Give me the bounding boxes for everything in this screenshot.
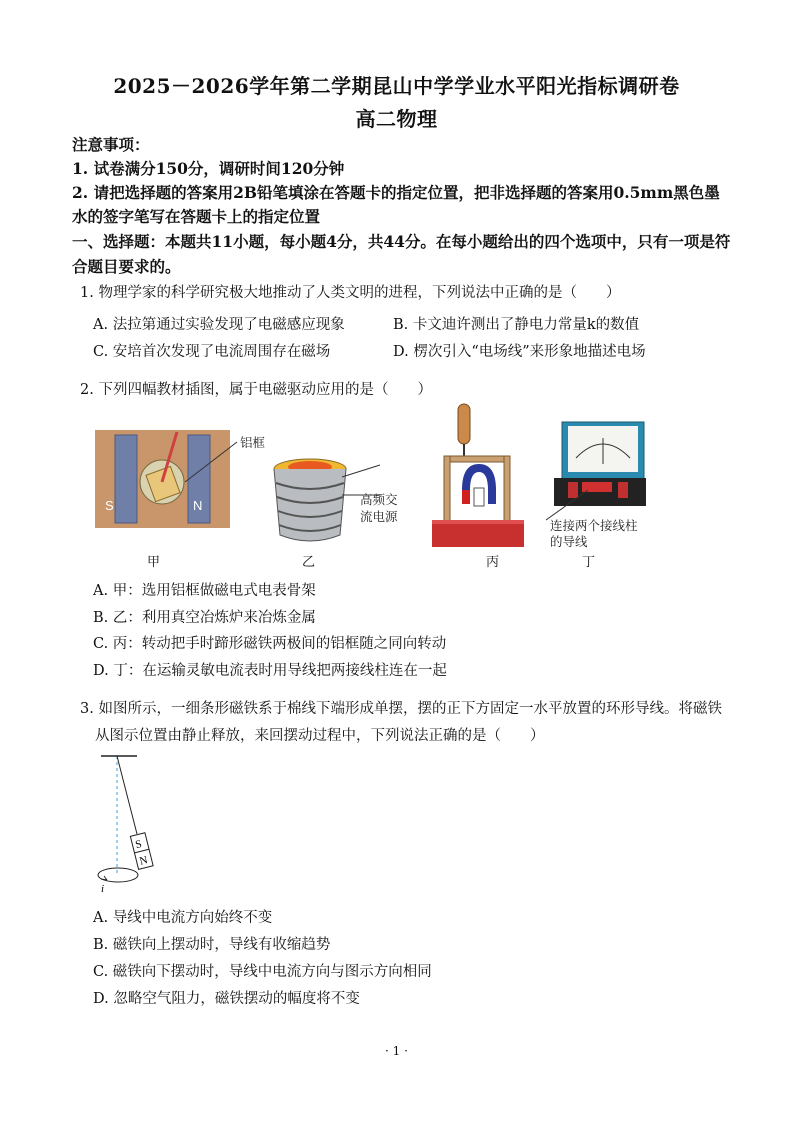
q3-option-b: B. 磁铁向上摆动时，导线有收缩趋势 (93, 937, 331, 953)
q3-stem-line1: 3. 如图所示，一细条形磁铁系于棉线下端形成单摆，摆的正下方固定一水平放置的环形导线。将磁铁 (80, 701, 722, 717)
jia-n-pole: N (193, 498, 203, 513)
q2-option-b: B. 乙：利用真空冶炼炉来冶炼金属 (93, 610, 316, 626)
q2-option-c: C. 丙：转动把手时蹄形磁铁两极间的铝框随之同向转动 (93, 636, 447, 652)
caption-bing: 丙 (486, 555, 500, 570)
q3-option-d: D. 忽略空气阻力，磁铁摆动的幅度将不变 (93, 991, 360, 1007)
q3-pendulum-figure (95, 752, 165, 895)
wire-label-line1: 连接两个接线柱 (550, 518, 638, 533)
q2-figure-yi (270, 455, 350, 545)
jia-s-pole: S (105, 498, 114, 513)
section-heading-line1: 一、选择题：本题共11小题，每小题4分，共44分。在每小题给出的四个选项中，只有一项是符 (72, 232, 731, 251)
exam-title: 2025－2026学年第二学期昆山中学学业水平阳光指标调研卷 (113, 74, 680, 98)
q1-stem: 1. 物理学家的科学研究极大地推动了人类文明的进程，下列说法中正确的是（ ） (80, 285, 621, 301)
q1-option-c: C. 安培首次发现了电流周围存在磁场 (93, 344, 331, 360)
q2-figure-jia (95, 430, 230, 528)
q3-magnet-s: S (134, 838, 144, 852)
q2-figure-ding (548, 420, 648, 510)
q1-option-b: B. 卡文迪许测出了静电力常量k的数值 (393, 317, 640, 333)
notice-heading: 注意事项： (72, 135, 150, 154)
caption-jia: 甲 (147, 555, 161, 570)
q3-stem-line2: 从图示位置由静止释放，来回摆动过程中，下列说法正确的是（ ） (95, 728, 545, 744)
wire-label-line2: 的导线 (550, 534, 588, 549)
q2-figure-bing (432, 402, 524, 547)
q3-current-i: i (101, 883, 105, 895)
hf-label-line2: 流电源 (360, 509, 398, 524)
q1-option-a: A. 法拉第通过实验发现了电磁感应现象 (93, 317, 345, 333)
aluminum-frame-label: 铝框 (240, 435, 266, 450)
exam-subtitle: 高二物理 (355, 107, 438, 131)
q2-option-a: A. 甲：选用铝框做磁电式电表骨架 (93, 583, 316, 599)
hf-label-line1: 高频交 (360, 492, 398, 507)
q3-magnet-n: N (138, 854, 149, 868)
caption-yi: 乙 (302, 555, 316, 570)
page-number: · 1 · (385, 1044, 408, 1058)
q3-option-c: C. 磁铁向下摆动时，导线中电流方向与图示方向相同 (93, 964, 432, 980)
section-heading-line2: 合题目要求的。 (72, 257, 181, 276)
caption-ding: 丁 (582, 555, 596, 570)
notice-item-2-line1: 2. 请把选择题的答案用2B铅笔填涂在答题卡的指定位置，把非选择题的答案用0.5mm黑色墨 (72, 183, 720, 202)
q3-option-a: A. 导线中电流方向始终不变 (93, 910, 273, 926)
q1-option-d: D. 楞次引入“电场线”来形象地描述电场 (393, 344, 646, 360)
notice-item-2-line2: 水的签字笔写在答题卡上的指定位置 (72, 207, 321, 226)
q2-option-d: D. 丁：在运输灵敏电流表时用导线把两接线柱连在一起 (93, 663, 447, 679)
q2-stem: 2. 下列四幅教材插图，属于电磁驱动应用的是（ ） (80, 382, 432, 398)
notice-item-1: 1. 试卷满分150分，调研时间120分钟 (72, 159, 345, 178)
